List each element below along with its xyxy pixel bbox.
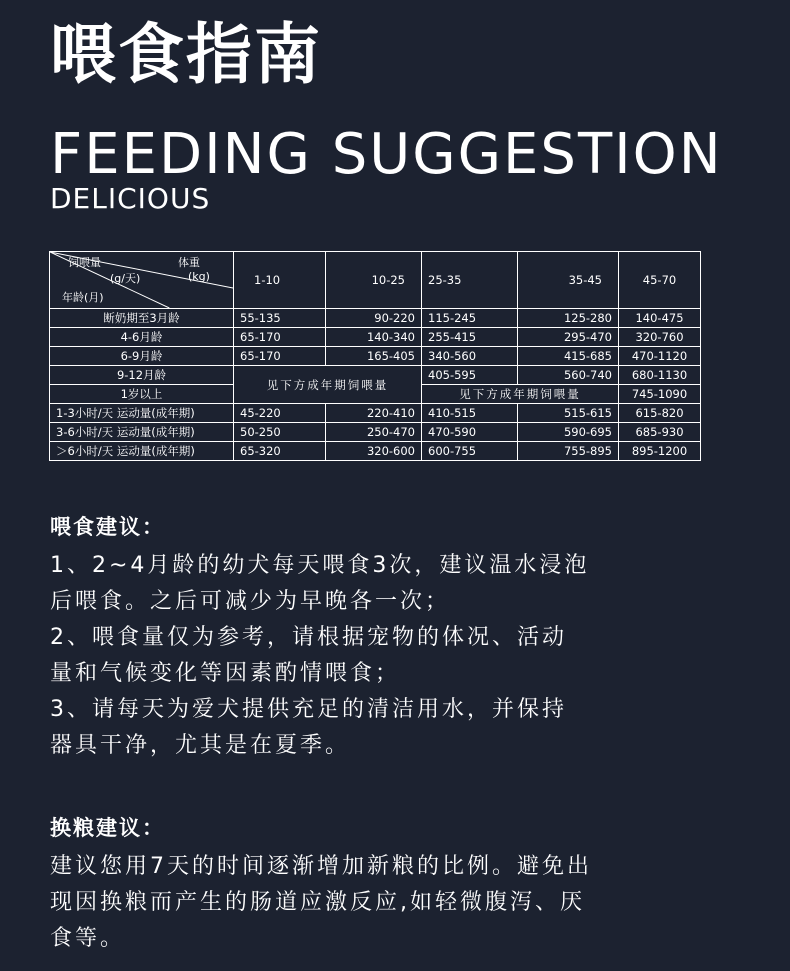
table-cell: 140-475 [619, 309, 701, 328]
feeding-advice-line: 器具干净，尤其是在夏季。 [50, 733, 351, 758]
table-cell: 515-615 [518, 404, 619, 423]
table-cell: 895-1200 [619, 442, 701, 461]
switch-advice-line: 建议您用7天的时间逐渐增加新粮的比例。避免出 [50, 854, 592, 879]
table-cell: 745-1090 [619, 385, 701, 404]
table-cell: 250-470 [326, 423, 422, 442]
table-cell: 685-930 [619, 423, 701, 442]
feeding-advice-line: 2、喂食量仅为参考，请根据宠物的体况、活动 [50, 625, 567, 650]
table-row [50, 328, 701, 347]
table-cell: 55-135 [234, 309, 326, 328]
row-label: 4-6月龄 [50, 328, 234, 347]
table-cell: 165-405 [326, 347, 422, 366]
feeding-table [49, 251, 701, 461]
feeding-advice-line: 3、请每天为爱犬提供充足的清洁用水，并保持 [50, 697, 567, 722]
column-header: 45-70 [619, 252, 701, 309]
feeding-advice-line: 后喂食。之后可减少为早晚各一次； [50, 589, 451, 614]
table-corner-cell [50, 252, 234, 309]
feeding-advice-title: 喂食建议： [50, 515, 165, 539]
table-cell: 125-280 [518, 309, 619, 328]
table-cell: 50-250 [234, 423, 326, 442]
table-cell: 615-820 [619, 404, 701, 423]
table-row [50, 366, 701, 385]
column-header: 10-25 [326, 252, 422, 309]
table-cell: 680-1130 [619, 366, 701, 385]
table-cell: 65-170 [234, 328, 326, 347]
table-cell: 295-470 [518, 328, 619, 347]
row-label: 1岁以上 [50, 385, 234, 404]
merged-note-cell: 见下方成年期饲喂量 [234, 366, 422, 404]
table-cell: 220-410 [326, 404, 422, 423]
row-label: 9-12月龄 [50, 366, 234, 385]
corner-age-label: 年龄(月) [62, 291, 104, 304]
column-header: 35-45 [518, 252, 619, 309]
switch-advice-section [50, 815, 770, 957]
switch-advice-title: 换粮建议： [50, 816, 165, 840]
corner-amount-label: 饲喂量 [68, 256, 101, 269]
table-cell: 340-560 [422, 347, 518, 366]
feeding-advice-section [50, 514, 770, 764]
switch-advice-line: 食等。 [50, 926, 126, 951]
switch-advice-line: 现因换粮而产生的肠道应激反应,如轻微腹泻、厌 [50, 890, 585, 915]
row-label: ＞6小时/天 运动量(成年期) [50, 442, 234, 461]
table-row [50, 442, 701, 461]
table-cell: 320-600 [326, 442, 422, 461]
row-label: 3-6小时/天 运动量(成年期) [50, 423, 234, 442]
table-cell: 45-220 [234, 404, 326, 423]
table-cell: 560-740 [518, 366, 619, 385]
table-cell: 600-755 [422, 442, 518, 461]
page-title-chinese: 喂食指南 [50, 15, 322, 93]
row-label: 断奶期至3月龄 [50, 309, 234, 328]
column-header: 1-10 [234, 252, 326, 309]
table-cell: 590-695 [518, 423, 619, 442]
table-cell: 470-590 [422, 423, 518, 442]
table-cell: 65-170 [234, 347, 326, 366]
feeding-advice-line: 量和气候变化等因素酌情喂食； [50, 661, 401, 686]
table-cell: 755-895 [518, 442, 619, 461]
table-cell: 65-320 [234, 442, 326, 461]
page-subtitle: DELICIOUS [50, 182, 211, 215]
table-cell: 405-595 [422, 366, 518, 385]
row-label: 6-9月龄 [50, 347, 234, 366]
table-cell: 255-415 [422, 328, 518, 347]
table-cell: 115-245 [422, 309, 518, 328]
table-cell: 140-340 [326, 328, 422, 347]
table-row [50, 347, 701, 366]
page-title-english: FEEDING SUGGESTION [50, 122, 723, 187]
table-cell: 415-685 [518, 347, 619, 366]
corner-weight-unit: (kg) [188, 270, 210, 283]
table-cell: 410-515 [422, 404, 518, 423]
table-row [50, 404, 701, 423]
feeding-advice-line: 1、2~4月龄的幼犬每天喂食3次，建议温水浸泡 [50, 553, 590, 578]
table-row [50, 423, 701, 442]
merged-note-cell: 见下方成年期饲喂量 [422, 385, 619, 404]
table-cell: 470-1120 [619, 347, 701, 366]
column-header: 25-35 [422, 252, 518, 309]
corner-amount-unit: (g/天) [110, 272, 141, 285]
table-header-row [50, 252, 701, 309]
table-row [50, 309, 701, 328]
corner-weight-label: 体重 [178, 256, 200, 269]
row-label: 1-3小时/天 运动量(成年期) [50, 404, 234, 423]
table-cell: 90-220 [326, 309, 422, 328]
table-cell: 320-760 [619, 328, 701, 347]
